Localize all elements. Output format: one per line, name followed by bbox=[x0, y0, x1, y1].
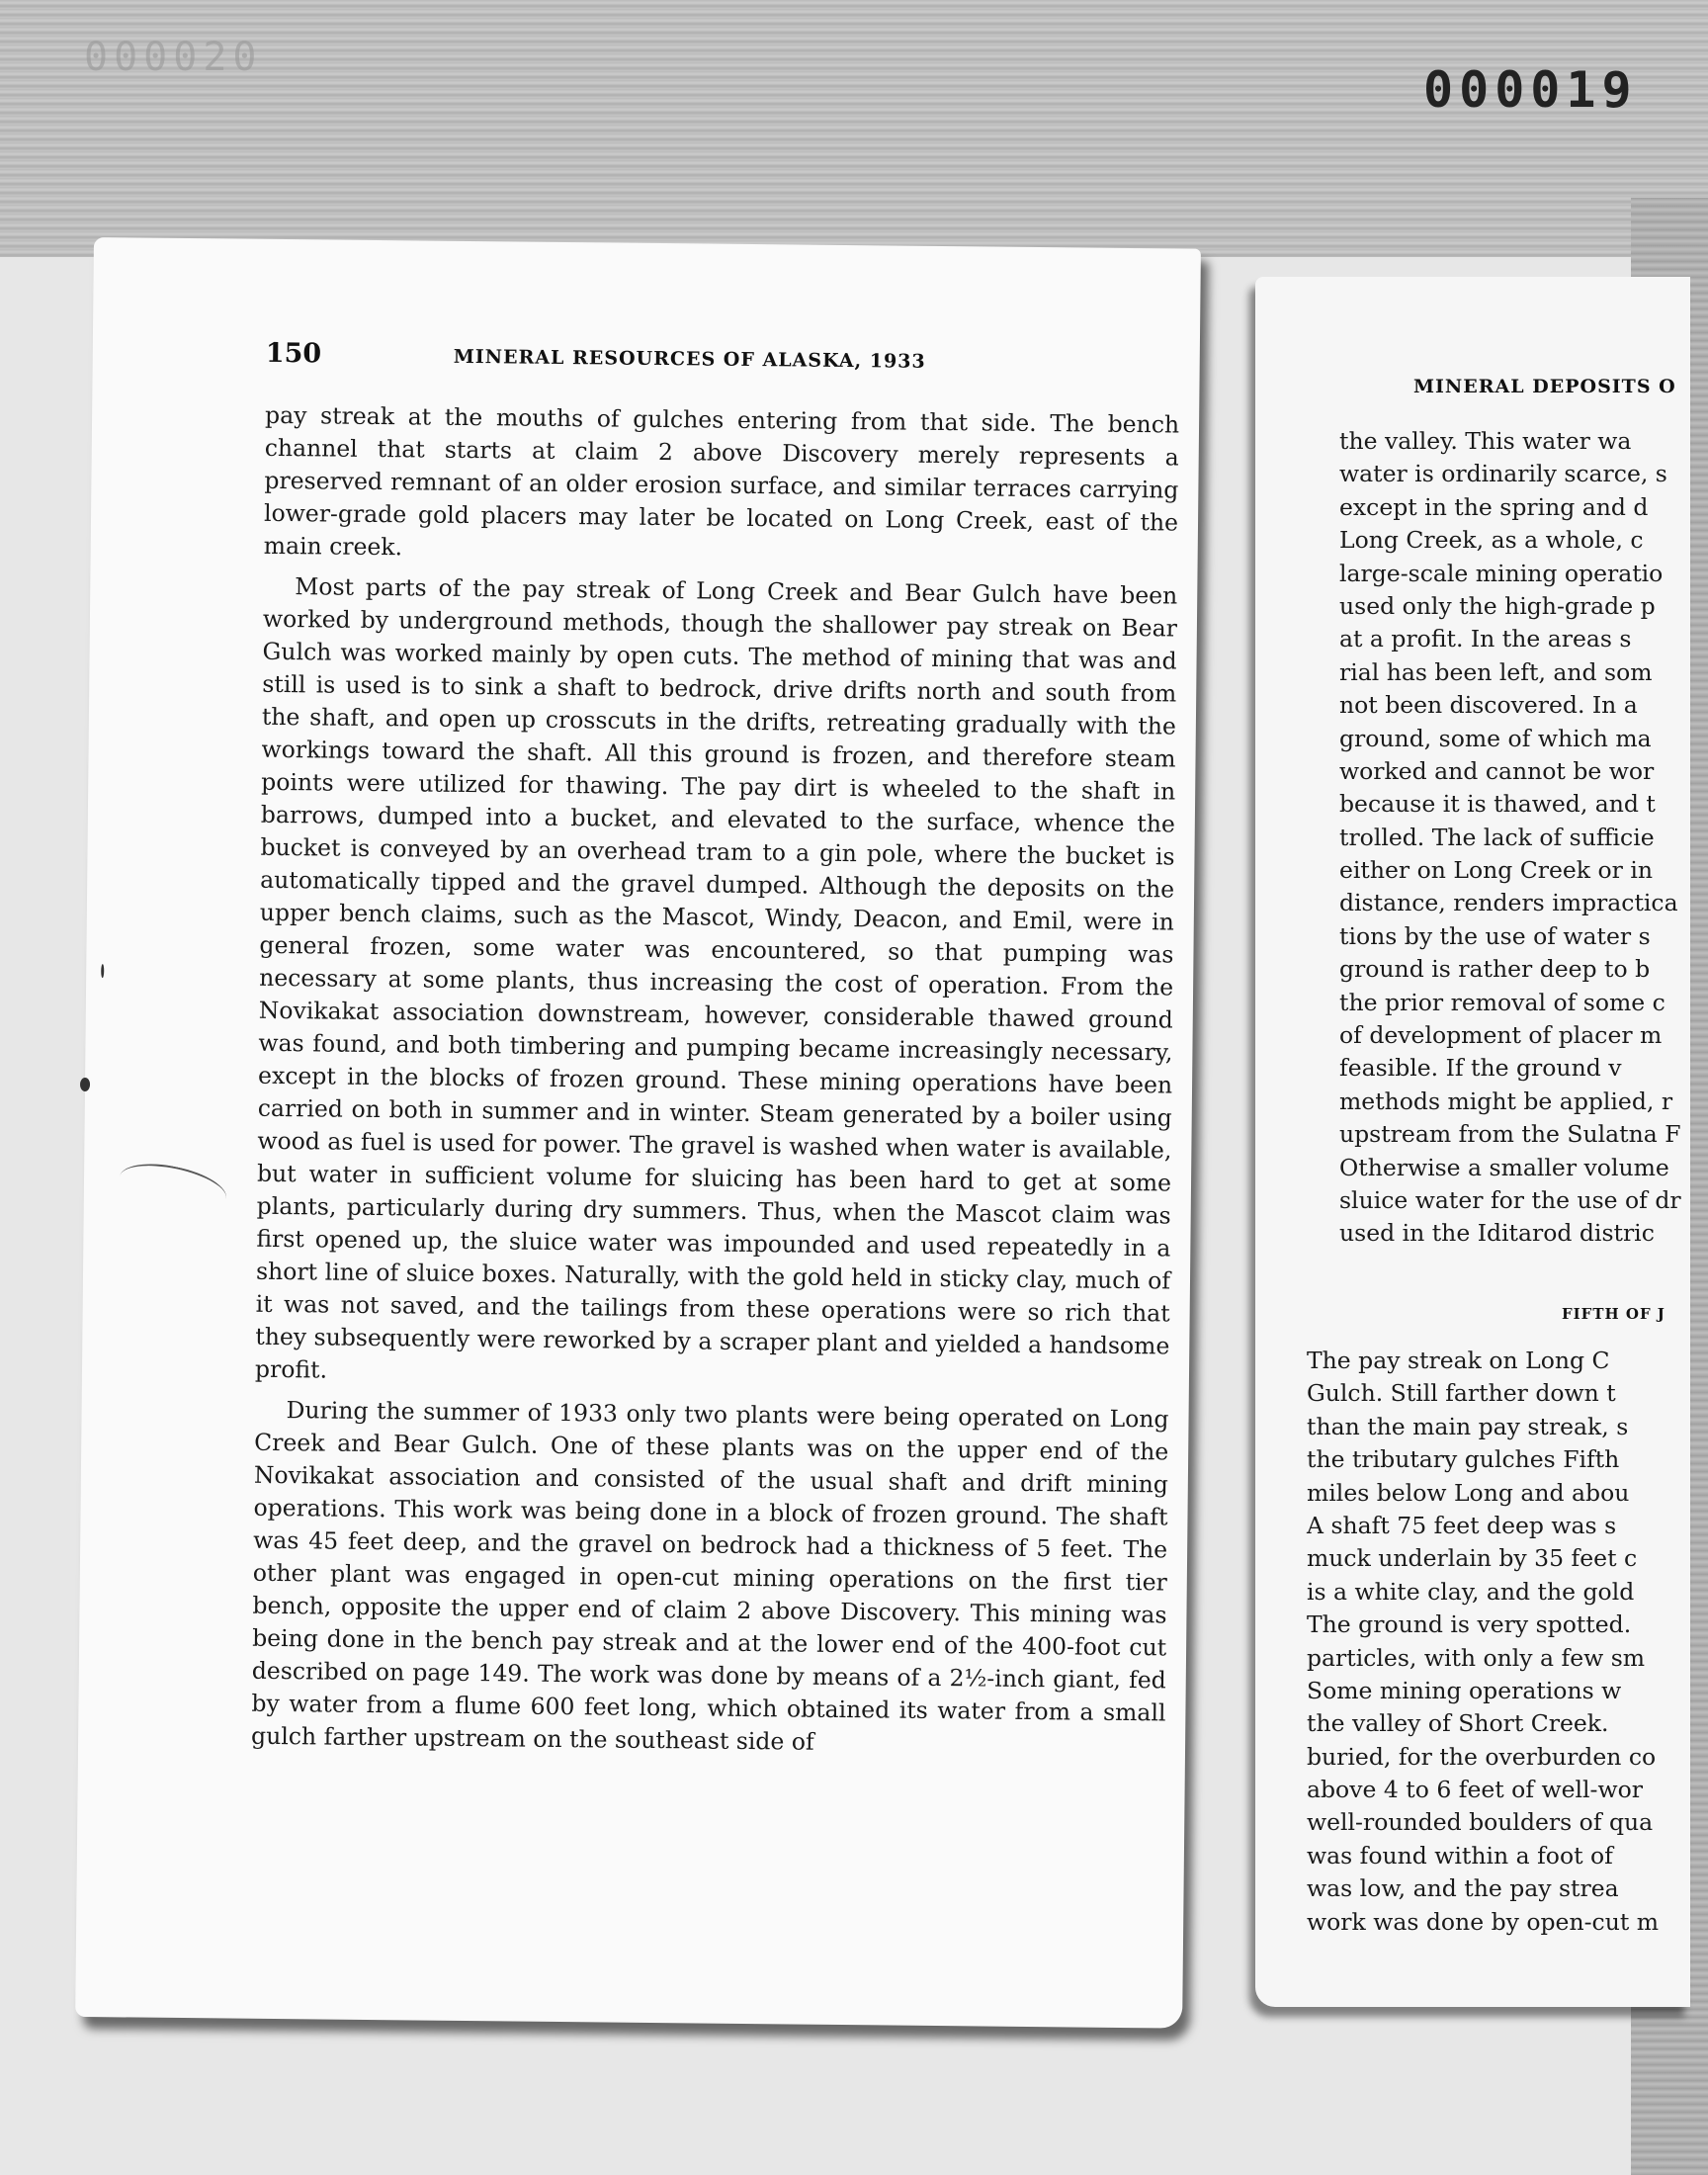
right-running-head: MINERAL DEPOSITS O bbox=[1413, 376, 1676, 397]
text-line: at a profit. In the areas s bbox=[1339, 625, 1632, 653]
right-page bbox=[1255, 277, 1690, 2007]
text-line: muck underlain by 35 feet c bbox=[1307, 1544, 1638, 1573]
faded-stamp: 000020 bbox=[84, 35, 263, 80]
text-line: sluice water for the use of dr bbox=[1339, 1185, 1681, 1214]
text-line: ground, some of which ma bbox=[1339, 724, 1652, 752]
text-line: was found within a foot of bbox=[1307, 1841, 1613, 1870]
text-line: not been discovered. In a bbox=[1339, 691, 1638, 720]
text-line: is a white clay, and the gold bbox=[1307, 1577, 1635, 1606]
text-line: buried, for the overburden co bbox=[1307, 1742, 1657, 1771]
text-line: used in the Iditarod distric bbox=[1339, 1219, 1655, 1248]
text-line: of development of placer m bbox=[1339, 1021, 1663, 1050]
binding-hole-mark bbox=[80, 1078, 90, 1091]
page-number: 150 bbox=[265, 337, 322, 370]
text-line: the valley. This water wa bbox=[1339, 427, 1632, 455]
text-line: methods might be applied, r bbox=[1339, 1087, 1673, 1115]
text-line: miles below Long and abou bbox=[1307, 1478, 1630, 1507]
text-line: feasible. If the ground v bbox=[1339, 1054, 1622, 1083]
paragraph-2: Most parts of the pay streak of Long Creek and Bear Gulch have been worked by underground methods, though the shallower pay streak on Bear Gulch was worked mainly by open cuts. The method of mining that was and still is used is to sink a shaft to bedrock, drive drifts north and south from the shaft, and open up crosscuts in the drifts, retreating gradually with the workings toward the shaft. All this ground is frozen, and therefore steam points were utilized for thawing. The pay dirt is wheeled to the shaft in barrows, dumped into a bucket, and elevated to the surface, whence the bucket is conveyed by an overhead tram to a gin pole, where the bucket is automatically tipped and the gravel dumped. Although the deposits on the upper bench claims, such as the Mascot, Windy, Deacon, and Emil, were in general frozen, some water was encountered, so that pumping was necessary at some plants, thus increasing the cost of operation. From the Novikakat association downstream, however, considerable thawed ground was found, and both timbering and pumping became increasingly necessary, except in the blocks of frozen ground. These mining operations have been carried on both in summer and in winter. Steam generated by a boiler using wood as fuel is used for power. The gravel is washed when water is available, but water in sufficient volume for sluicing has been hard to get at some plants, particularly during dry summers. Thus, when the Mascot claim was first opened up, the sluice water was impounded and used repeatedly in a short line of sluice boxes. Naturally, with the gold held in sticky clay, much of it was not saved, and the tailings from these operations were so rich that they subsequently were reworked by a scraper plant and yielded a handsome profit. bbox=[254, 572, 1178, 1384]
text-line: A shaft 75 feet deep was s bbox=[1307, 1511, 1617, 1539]
text-line: The pay streak on Long C bbox=[1307, 1347, 1610, 1374]
text-line: either on Long Creek or in bbox=[1339, 856, 1654, 885]
text-line: except in the spring and d bbox=[1339, 492, 1649, 521]
text-line: was low, and the pay strea bbox=[1307, 1874, 1619, 1903]
text-line: than the main pay streak, s bbox=[1307, 1412, 1629, 1440]
left-page bbox=[75, 237, 1201, 2029]
text-line: particles, with only a few sm bbox=[1307, 1643, 1646, 1672]
right-page-text-bottom bbox=[1307, 1345, 1690, 1939]
text-line: worked and cannot be wor bbox=[1339, 756, 1655, 785]
text-line: because it is thawed, and t bbox=[1339, 790, 1656, 819]
text-line: large-scale mining operatio bbox=[1339, 559, 1664, 587]
section-heading: FIFTH OF J bbox=[1562, 1305, 1665, 1323]
text-line: the valley of Short Creek. bbox=[1307, 1709, 1609, 1738]
margin-mark bbox=[101, 964, 104, 978]
text-line: The ground is very spotted. bbox=[1307, 1610, 1632, 1639]
text-line: above 4 to 6 feet of well-wor bbox=[1307, 1776, 1643, 1804]
text-line: work was done by open-cut m bbox=[1307, 1907, 1660, 1936]
text-line: rial has been left, and som bbox=[1339, 657, 1653, 686]
text-line: water is ordinarily scarce, s bbox=[1339, 460, 1667, 488]
text-line: well-rounded boulders of qua bbox=[1307, 1808, 1654, 1837]
text-line: Otherwise a smaller volume bbox=[1339, 1153, 1669, 1181]
text-line: ground is rather deep to b bbox=[1339, 955, 1651, 984]
running-head-title: MINERAL RESOURCES OF ALASKA, 1933 bbox=[453, 345, 926, 373]
running-head bbox=[266, 338, 1180, 388]
text-line: tions by the use of water s bbox=[1339, 921, 1651, 950]
text-line: distance, renders impractica bbox=[1339, 889, 1678, 917]
text-line: used only the high-grade p bbox=[1339, 591, 1656, 620]
document-stamp-number: 000019 bbox=[1423, 61, 1638, 119]
text-line: Long Creek, as a whole, c bbox=[1339, 526, 1644, 555]
text-line: Gulch. Still farther down t bbox=[1307, 1379, 1616, 1408]
text-line: trolled. The lack of sufficie bbox=[1339, 823, 1655, 851]
text-line: the tributary gulches Fifth bbox=[1307, 1445, 1620, 1474]
text-line: the prior removal of some c bbox=[1339, 988, 1665, 1016]
text-line: Some mining operations w bbox=[1307, 1676, 1622, 1704]
paragraph-3: During the summer of 1933 only two plants were being operated on Long Creek and Bear Gulch. One of these plants was on the upper end of the Novikakat association and consisted of the usual shaft and drift mining operations. This work was being done in a block of frozen ground. The shaft was 45 feet deep, and the gravel on bedrock had a thickness of 5 feet. The other plant was engaged in open-cut mining operations on the first tier bench, opposite the upper end of claim 2 above Discovery. This mining was being done in the bench pay streak and at the lower end of the 400-foot cut described on page 149. The work was done by means of a 2½-inch giant, fed by water from a flume 600 feet long, which obtained its water from a small gulch farther upstream on the southeast side of bbox=[250, 1396, 1169, 1756]
body-text bbox=[251, 399, 1179, 1763]
paragraph-1: pay streak at the mouths of gulches entering from that side. The bench channel that starts at claim 2 above Discovery merely represents a preserved remnant of an older erosion surface, and similar terraces carrying lower-grade gold placers may later be located on Long Creek, east of the main creek. bbox=[263, 400, 1180, 562]
text-line: upstream from the Sulatna F bbox=[1339, 1120, 1681, 1149]
right-page-text-top bbox=[1339, 425, 1690, 1251]
left-page-content bbox=[251, 338, 1180, 1763]
